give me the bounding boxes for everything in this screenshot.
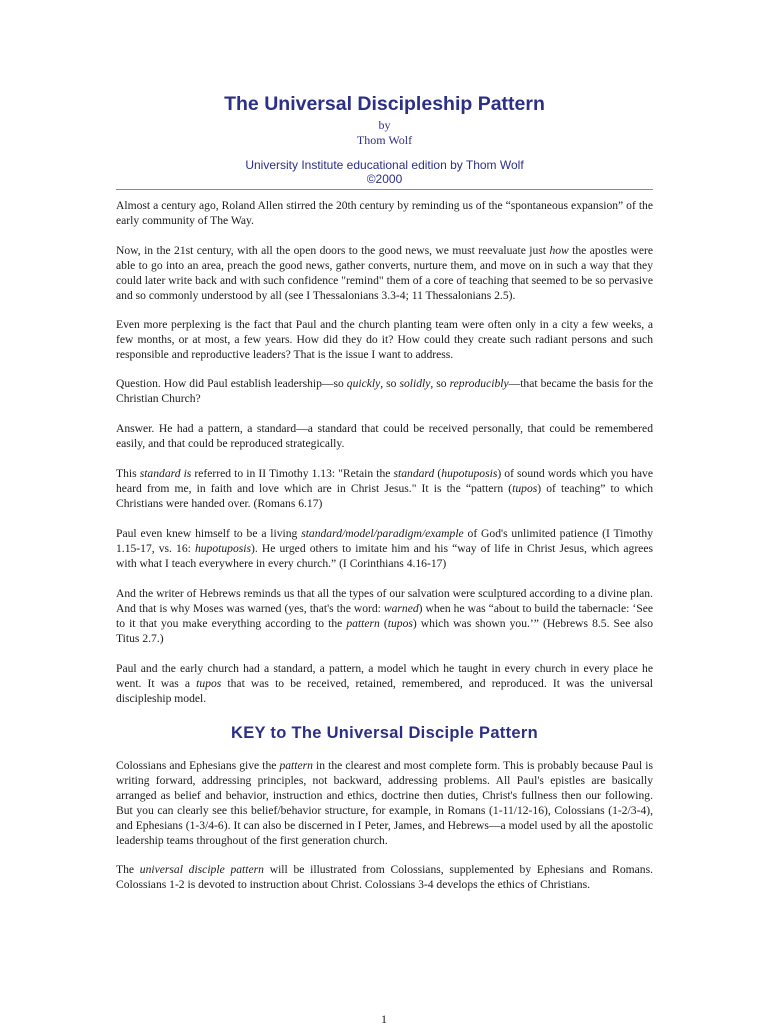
author-name: Thom Wolf bbox=[356, 133, 413, 147]
body-paragraph-6: This standard is referred to in II Timothy 1.13: "Retain the standard (hupotuposis) of sound words which you have heard from me, in faith and love which are in Christ Jesus." It is the “pattern (tupos) of teaching” to which Christians were handed over. (Romans 6.17) bbox=[116, 467, 653, 510]
document-page bbox=[116, 0, 653, 892]
body-paragraph-5: Answer. He had a pattern, a standard—a standard that could be received personally, that could be remembered easily, and that could be reproduced strategically. bbox=[116, 422, 653, 450]
body-paragraph-9: Paul and the early church had a standard, a pattern, a model which he taught in every church in every place he went. It was a tupos that was to be received, retained, remembered, and reproduced. It was the universal discipleship model. bbox=[116, 662, 653, 705]
body-paragraph-8: And the writer of Hebrews reminds us that all the types of our salvation were sculptured according to a divine plan. And that is why Moses was warned (yes, that's the word: warned) when he was “about to build the tabernacle: ‘See to it that you make everything according to the pattern (tupos) which was shown you.’” (Hebrews 8.5. See also Titus 2.7.) bbox=[116, 587, 653, 645]
document-title: The Universal Discipleship Pattern bbox=[224, 93, 545, 115]
page-number: 1 bbox=[381, 1012, 387, 1026]
body-paragraph-7: Paul even knew himself to be a living standard/model/paradigm/example of God's unlimited patience (I Timothy 1.15-17, vs. 16: hupotuposis). He urged others to imitate him and his “way of life in Christ Jesus, which agrees with what I teach everywhere in every church.” (I Corinthians 4.16-17) bbox=[116, 527, 653, 570]
body-paragraph-2: Now, in the 21st century, with all the open doors to the good news, we must reevaluate just how the apostles were able to go into an area, preach the good news, gather converts, nurture them, and move on in such a way that they could later write back and with such confidence "remind" them of a core of teaching that seemed to be so pervasive and so commonly understood by all (see I Thessalonians 3.3-4; 11 Thessalonians 2.5). bbox=[116, 244, 653, 302]
section-paragraph-2: The universal disciple pattern will be illustrated from Colossians, supplemented by Ephesians and Romans. Colossians 1-2 is devoted to instruction about Christ. Colossians 3-4 develops the ethics of Christians. bbox=[116, 863, 653, 891]
copyright-notice: ©2000 bbox=[366, 172, 403, 186]
body-paragraph-4: Question. How did Paul establish leadership—so quickly, so solidly, so reproducibly—that became the basis for the Christian Church? bbox=[116, 377, 653, 405]
section-heading: KEY to The Universal Disciple Pattern bbox=[231, 724, 538, 742]
title-divider bbox=[116, 189, 653, 190]
body-paragraph-1: Almost a century ago, Roland Allen stirred the 20th century by reminding us of the “spontaneous expansion” of the early community of The Way. bbox=[116, 199, 653, 227]
body-paragraph-3: Even more perplexing is the fact that Paul and the church planting team were often only in a city a few weeks, a few months, or at most, a few years. How did they do it? How could they create such radiant persons and such responsible and reproductive leaders? That is the issue I want to address. bbox=[116, 318, 653, 361]
edition-note: University Institute educational edition by Thom Wolf bbox=[245, 158, 524, 172]
section-paragraph-1: Colossians and Ephesians give the pattern in the clearest and most complete form. This is probably because Paul is writing forward, addressing principles, not backward, addressing problems. All Paul's epistles are basically arranged as belief and behavior, instruction and ethics, doctrine then duties, Christ's fullness then our following. But you can clearly see this belief/behavior structure, for example, in Romans (1-11/12-16), Colossians (1-2/3-4), and Ephesians (1-3/4-6). It can also be discerned in I Peter, James, and Hebrews—a model used by all the apostolic leadership teams throughout of the first generation church. bbox=[116, 759, 653, 847]
byline-label: by bbox=[378, 118, 391, 132]
